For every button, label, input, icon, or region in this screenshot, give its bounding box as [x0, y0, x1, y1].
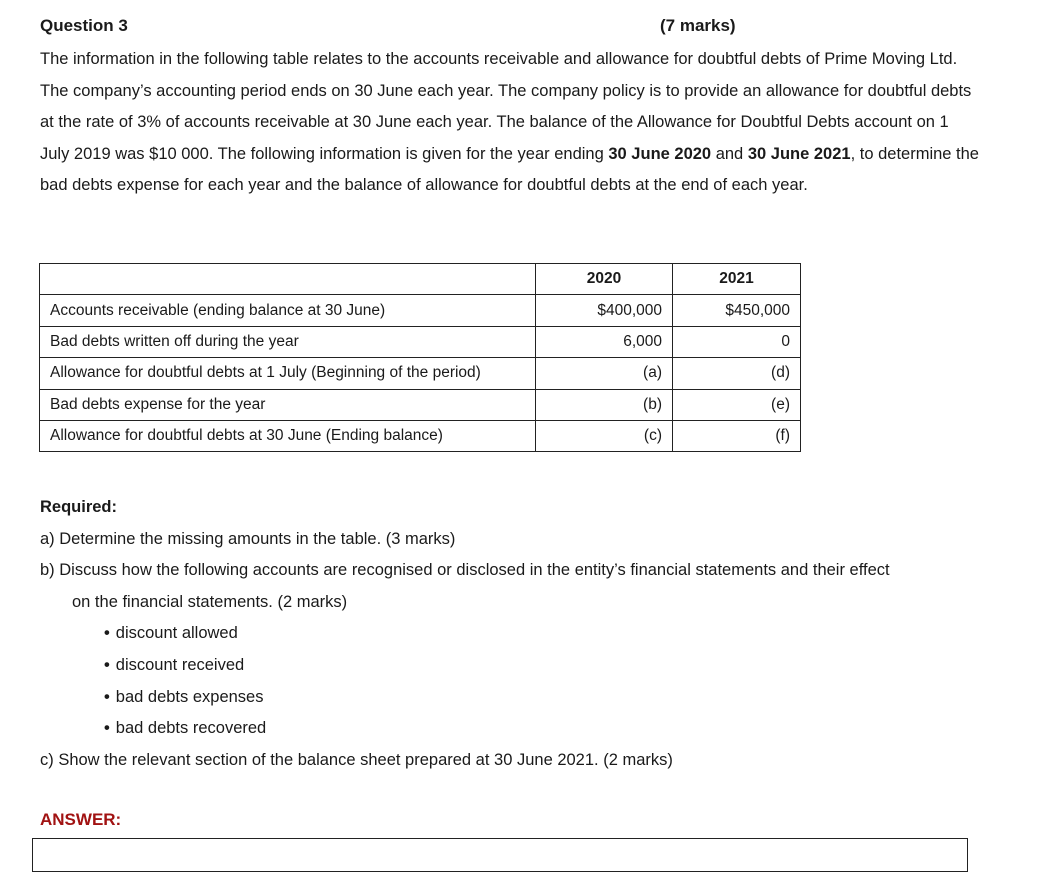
cell-2021: 0	[673, 326, 801, 357]
required-part-b: b) Discuss how the following accounts are recognised or disclosed in the entity’s financial statements and their effect	[40, 561, 890, 580]
required-part-a: a) Determine the missing amounts in the table. (3 marks)	[40, 529, 456, 548]
intro-text-3: , to determine the bad debts expense for each year and the balance of allowance for doubtful debts at the end of each year.	[40, 144, 979, 195]
intro-bold-2020: 30 June 2020	[608, 144, 712, 163]
row-label: Allowance for doubtful debts at 1 July (Beginning of the period)	[40, 358, 536, 389]
question-marks: (7 marks)	[660, 16, 736, 35]
intro-text-1: The information in the following table relates to the accounts receivable and allowance for doubtful debts of Prime Moving Ltd. The company’s accounting period ends on 30 June each year. The company policy is to provide an allowance for doubtful debts at the rate of 3% of accounts receivable at 30 June each year. The balance of the Allowance for Doubtful Debts account on 1 July 2019 was $10 000. The following information is given for the year ending	[40, 50, 972, 163]
table-row	[40, 295, 801, 326]
intro-paragraph	[40, 44, 980, 202]
table-row	[40, 326, 801, 357]
cell-2021: (f)	[673, 420, 801, 451]
required-part-b-continued: on the financial statements. (2 marks)	[72, 592, 348, 611]
required-heading: Required:	[40, 498, 118, 516]
header-label-cell	[40, 264, 536, 295]
row-label: Accounts receivable (ending balance at 30 June)	[40, 295, 536, 326]
cell-2020: 6,000	[536, 326, 673, 357]
cell-2021: (d)	[673, 358, 801, 389]
table-row	[40, 389, 801, 420]
cell-2021: $450,000	[673, 295, 801, 326]
answer-input-box[interactable]	[32, 838, 968, 872]
row-label: Allowance for doubtful debts at 30 June (Ending balance)	[40, 420, 536, 451]
cell-2020: (c)	[536, 420, 673, 451]
accounts-bullet-list	[40, 618, 1000, 744]
cell-2021: (e)	[673, 389, 801, 420]
list-item: • discount allowed	[104, 618, 1000, 650]
table-row	[40, 420, 801, 451]
intro-bold-2021: 30 June 2021	[747, 144, 851, 163]
cell-2020: $400,000	[536, 295, 673, 326]
required-part-c: c) Show the relevant section of the balance sheet prepared at 30 June 2021. (2 marks)	[40, 750, 673, 769]
table-row	[40, 358, 801, 389]
required-section	[40, 492, 1000, 776]
list-item: • bad debts recovered	[104, 713, 1000, 745]
list-item: • discount received	[104, 650, 1000, 682]
list-item: • bad debts expenses	[104, 682, 1000, 714]
intro-text-2: and	[711, 144, 748, 163]
answer-label: ANSWER:	[40, 810, 122, 829]
cell-2020: (b)	[536, 389, 673, 420]
header-2020: 2020	[536, 264, 673, 295]
row-label: Bad debts expense for the year	[40, 389, 536, 420]
row-label: Bad debts written off during the year	[40, 326, 536, 357]
header-2021: 2021	[673, 264, 801, 295]
cell-2020: (a)	[536, 358, 673, 389]
table-header-row	[40, 264, 801, 295]
question-title: Question 3	[40, 16, 128, 35]
receivables-table	[39, 263, 801, 452]
